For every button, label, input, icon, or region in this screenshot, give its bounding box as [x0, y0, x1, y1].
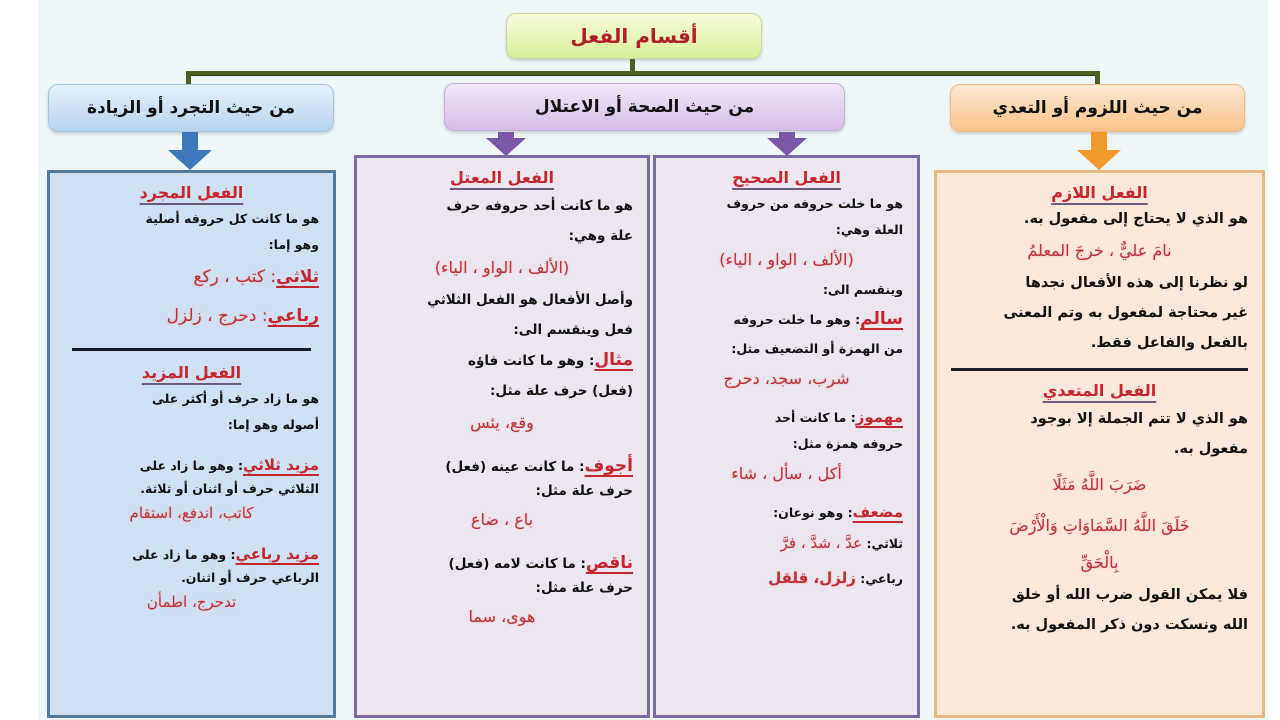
examples: : كتب ، ركع	[193, 267, 277, 287]
examples: وقع، يئس	[470, 413, 534, 432]
category-luzum-taaddi: من حيث اللزوم أو التعدي	[950, 84, 1245, 132]
heading-sahih: الفعل الصحيح	[732, 168, 841, 187]
examples: هوى، سما	[468, 607, 536, 626]
arrow-down-icon	[1077, 132, 1121, 172]
text: : ما كانت لامه (فعل)	[448, 556, 586, 572]
examples: أكل ، سأل ، شاء	[731, 464, 842, 483]
term-mudaaf: مضعف	[852, 503, 903, 521]
label: رباعي:	[860, 571, 903, 586]
term-ajwaf: أجوف	[584, 456, 633, 476]
arrow-down-icon	[765, 132, 809, 156]
text-line: غير محتاجة لمفعول به وتم المعنى	[1003, 305, 1248, 321]
text-line: الرباعي حرف أو اثنان.	[181, 570, 319, 585]
text-line: هو ما خلت حروفه من حروف	[726, 196, 903, 211]
heading-mutal: الفعل المعتل	[450, 168, 554, 187]
arrow-down-icon	[168, 132, 212, 172]
quran-example: بِالْحَقِّ	[1080, 553, 1119, 572]
diagram-title: أقسام الفعل	[506, 13, 762, 59]
examples: عدَّ ، شدَّ ، فرَّ	[780, 534, 863, 552]
examples: شرب، سجد، دحرج	[723, 369, 850, 388]
box-sahih	[653, 155, 920, 718]
term-salim: سالم	[860, 309, 903, 329]
salim-row	[670, 303, 903, 336]
category-sihha-itilal: من حيث الصحة أو الاعتلال	[444, 83, 845, 131]
text-line: الله ونسكت دون ذكر المفعول به.	[1010, 617, 1248, 633]
term-thulathi: ثلاثي	[276, 267, 319, 287]
examples: باع ، ضاع	[470, 510, 534, 529]
mudaaf-row	[670, 499, 903, 526]
ajwaf-row	[371, 454, 633, 479]
text-line: وينقسم الى:	[822, 282, 903, 297]
text-line: (فعل) حرف علة مثل:	[490, 383, 633, 399]
text-line: هو الذي لا تتم الجملة إلا بوجود	[1030, 411, 1248, 427]
illa-letters: (الألف ، الواو ، الياء)	[434, 258, 570, 277]
mudaaf-thulathi-row	[670, 526, 903, 561]
examples: زلزل، قلقل	[768, 569, 856, 587]
text: : ما كانت أحد	[774, 410, 856, 425]
term-mazid-rubai: مزيد رباعي	[235, 545, 319, 563]
heading-mutaaddi: الفعل المتعدي	[1042, 381, 1157, 400]
box-lazim-mutaaddi	[934, 170, 1265, 718]
text-line: لو نظرنا إلى هذه الأفعال نجدها	[1025, 275, 1248, 291]
text-line: مفعول به.	[1173, 441, 1248, 457]
examples: كاتب، اندفع، استقام	[129, 504, 254, 522]
mudaaf-rubai-row	[670, 561, 903, 596]
text-line: حرف علة مثل:	[535, 483, 633, 499]
text: : وهو ما خلت حروفه	[733, 312, 861, 327]
rubai-row	[64, 297, 319, 336]
text-line: علة وهي:	[568, 228, 633, 244]
text-line: هو ما كانت كل حروفه أصلية	[145, 211, 319, 226]
illa-letters: (الألف ، الواو ، الياء)	[719, 250, 854, 269]
term-naqis: ناقص	[585, 553, 633, 573]
quran-example: خَلَقَ اللَّهُ السَّمَاوَاتِ وَالْأَرْضَ	[1009, 516, 1190, 535]
text-line: هو الذي لا يحتاج إلى مفعول به.	[1023, 211, 1248, 227]
text-line: العلة وهي:	[835, 222, 903, 237]
label: ثلاثي:	[866, 536, 903, 551]
heading-mujarrad: الفعل المجرد	[139, 183, 244, 202]
arrow-down-icon	[484, 132, 528, 156]
mazid-thulathi-row	[64, 452, 319, 479]
text-line: بالفعل والفاعل فقط.	[1090, 335, 1248, 351]
text-line: الثلاثي حرف أو اثنان أو ثلاثة.	[140, 481, 319, 496]
text-line: أصوله وهو إما:	[227, 417, 319, 432]
thulathi-row	[64, 258, 319, 297]
text: : وهو ما زاد على	[139, 458, 244, 473]
category-mujarrad-mazid: من حيث التجرد أو الزيادة	[48, 84, 334, 132]
box-mutal	[354, 155, 650, 718]
text-line: حرف علة مثل:	[535, 580, 633, 596]
term-mazid-thulathi: مزيد ثلاثي	[243, 456, 319, 474]
examples: نامَ عليٌّ ، خرجَ المعلمُ	[1027, 241, 1172, 260]
text-line: وهو إما:	[268, 237, 319, 252]
heading-lazim: الفعل اللازم	[1051, 183, 1148, 202]
quran-example: ضَرَبَ اللَّهُ مَثَلًا	[1052, 475, 1147, 494]
box-mujarrad-mazid	[47, 170, 336, 718]
text: : وهو نوعان:	[773, 505, 853, 520]
heading-mazid: الفعل المزيد	[141, 363, 242, 382]
connector-left	[186, 71, 191, 85]
examples: : دحرج ، زلزل	[166, 306, 268, 326]
connector-right	[1095, 71, 1100, 85]
naqis-row	[371, 551, 633, 576]
term-mahmuz: مهموز	[855, 408, 903, 426]
connector-horizontal	[186, 71, 1099, 76]
text-line: حروفه همزة مثل:	[792, 436, 903, 451]
text-line: هو ما كانت أحد حروفه حرف	[446, 198, 633, 214]
text-line: هو ما زاد حرف أو أكثر على	[151, 391, 319, 406]
divider	[72, 348, 311, 351]
text-line: فعل وينقسم الى:	[513, 322, 633, 338]
term-mithal: مثال	[594, 350, 633, 370]
mazid-rubai-row	[64, 541, 319, 568]
text: : وهو ما كانت فاؤه	[467, 353, 595, 369]
text-line: من الهمزة أو التضعيف مثل:	[731, 341, 903, 356]
examples: تدحرج، اطمأن	[146, 593, 237, 611]
mahmuz-row	[670, 404, 903, 431]
mithal-row	[371, 345, 633, 376]
divider	[951, 368, 1248, 371]
text-line: وأصل الأفعال هو الفعل الثلاثي	[427, 292, 633, 308]
text-line: فلا يمكن القول ضرب الله أو خلق	[1011, 587, 1248, 603]
text: : ما كانت عينه (فعل)	[445, 459, 585, 475]
term-rubai: رباعي	[267, 306, 319, 326]
text: : وهو ما زاد على	[132, 547, 236, 562]
